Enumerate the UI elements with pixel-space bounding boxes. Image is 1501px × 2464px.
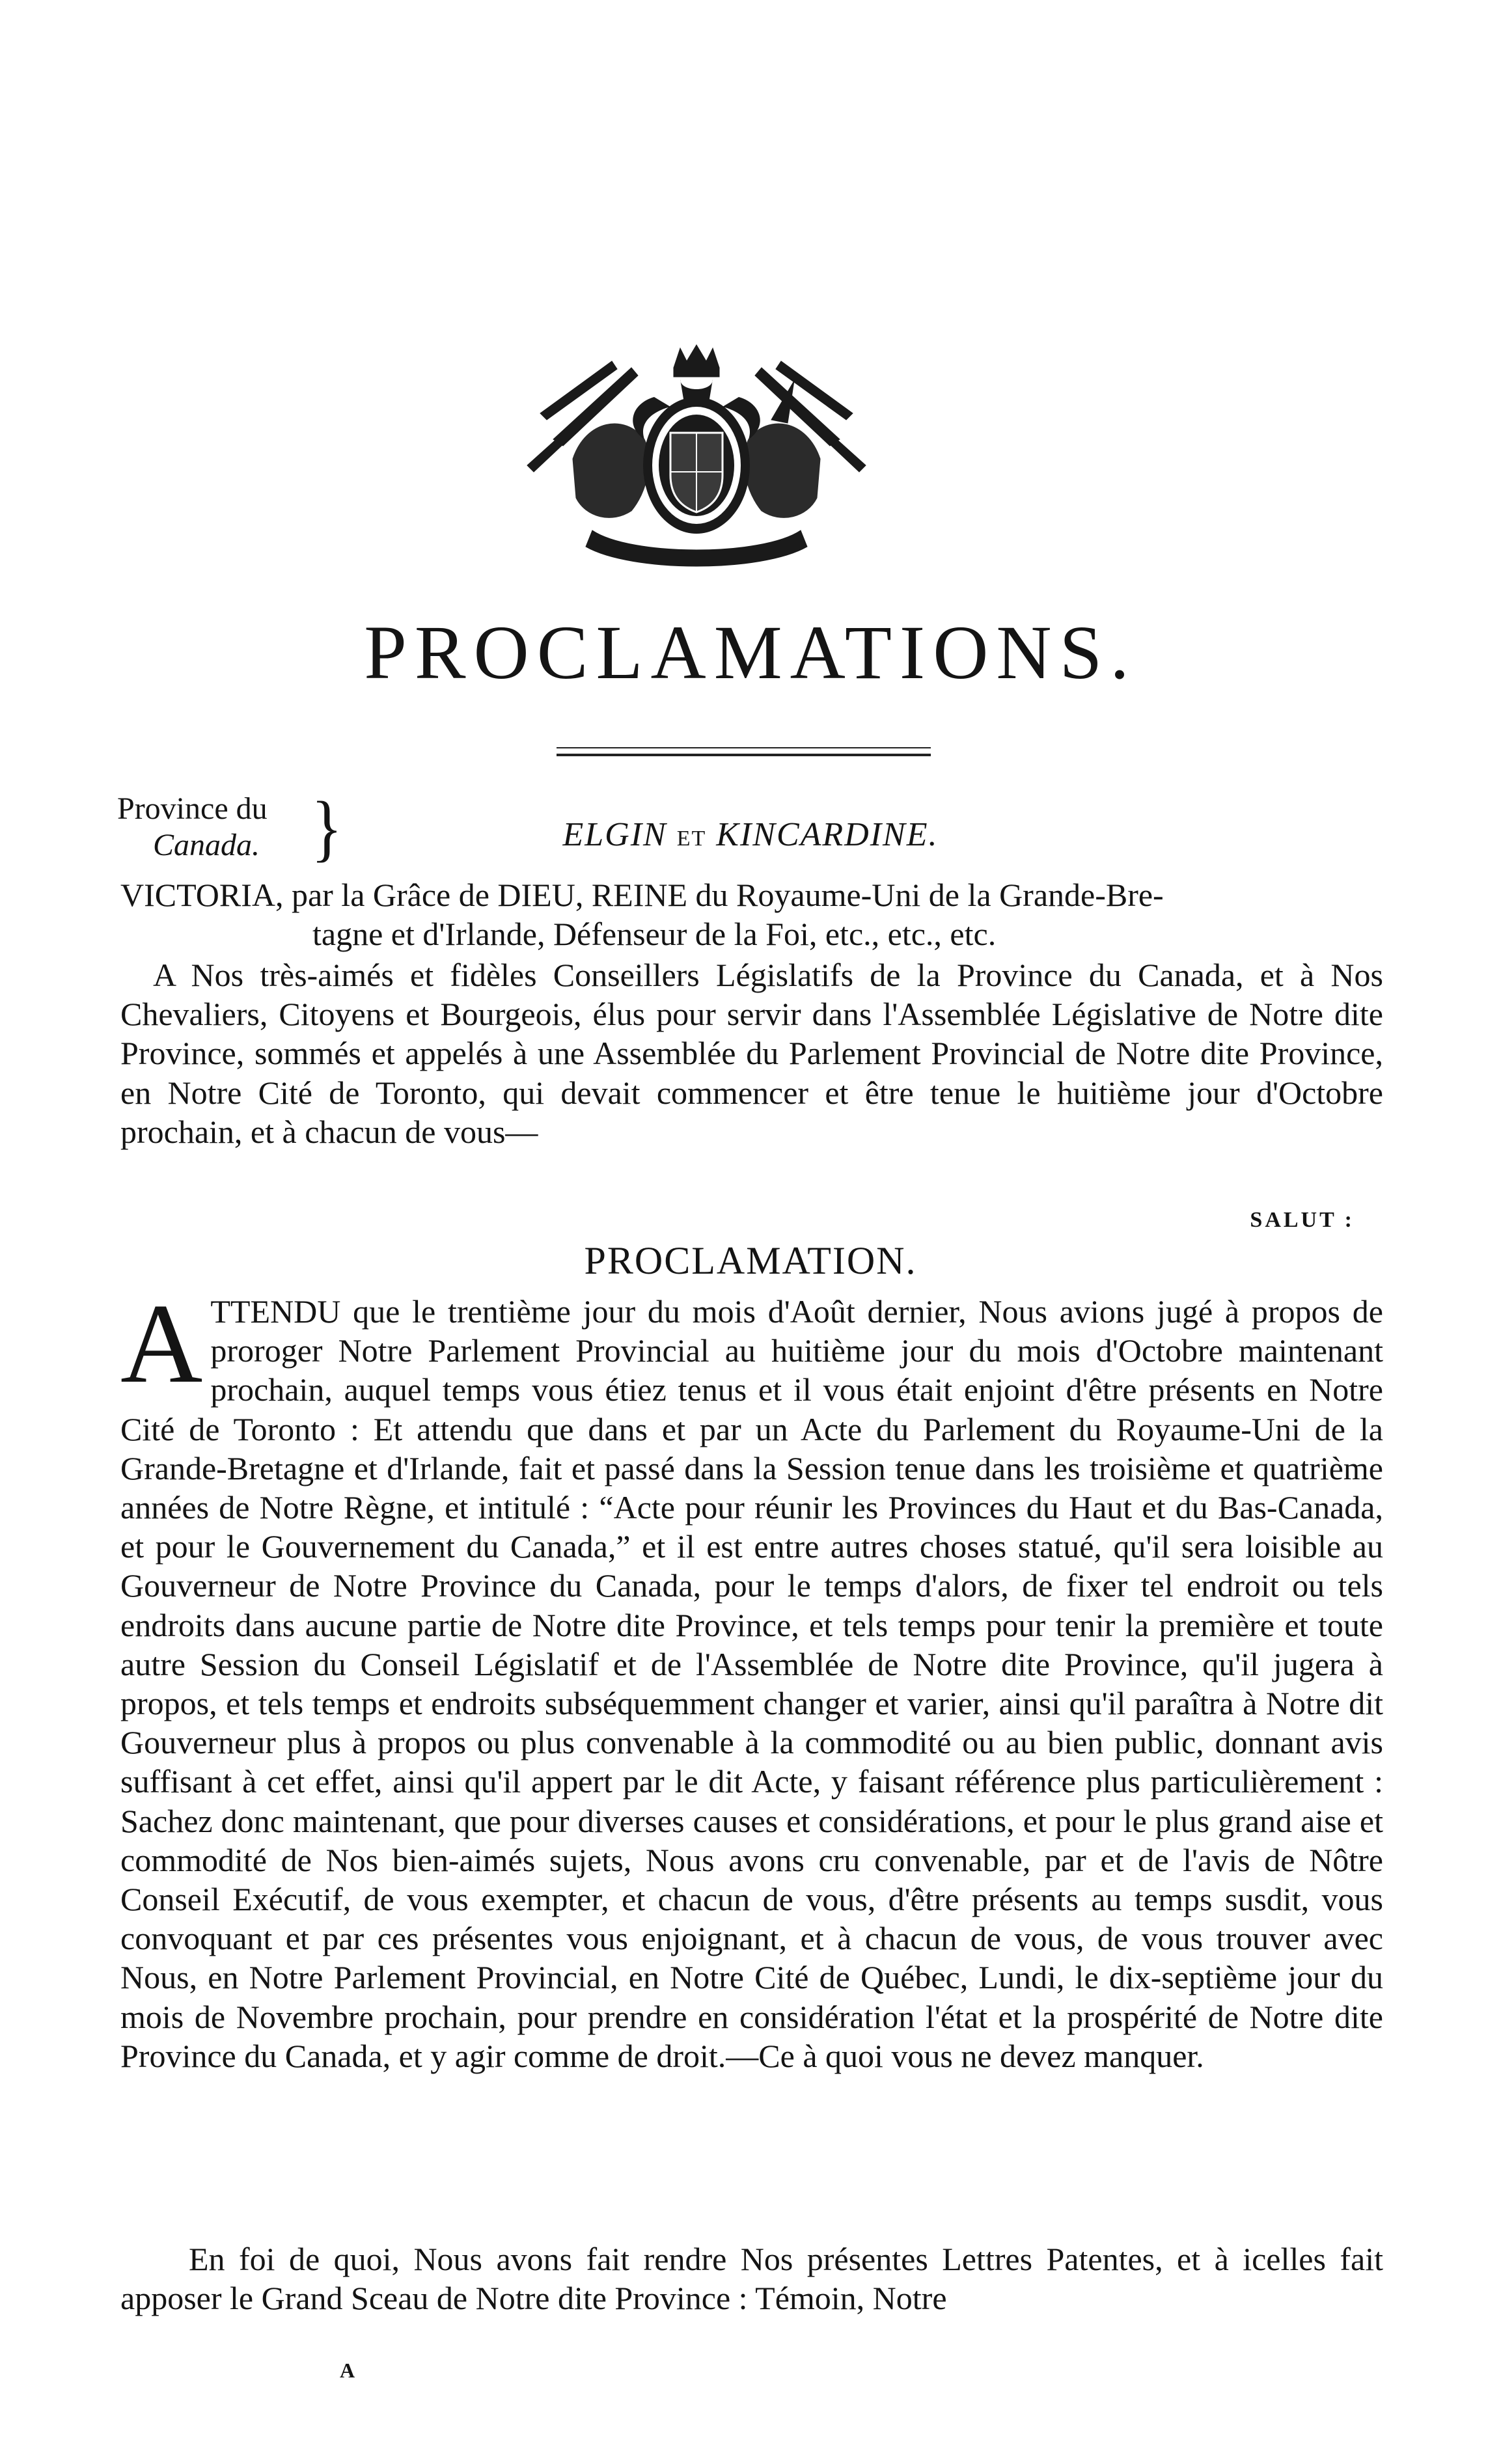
proclamation-body-text: TTENDU que le trentième jour du mois d'Août dernier, Nous avions jugé à propos de proroger Notre Parlement Provincial au huitième jour du mois d'Octobre maintenant prochain, auquel temps vous étiez tenus et il vous était enjoint d'être présents en Notre Cité de Toronto : Et attendu que dans et par un Acte du Parlement du Royaume-Uni de la Grande-Bretagne et d'Irlande, fait et passé dans la Session tenue dans les troisième et quatrième années de Notre Règne, et intitulé : “Acte pour réunir les Provinces du Haut et du Bas-Canada, et pour le Gouvernement du Canada,” et il est entre autres choses statué, qu'il sera loisible au Gouverneur de Notre Province du Canada, pour le temps d'alors, de fixer tel endroit ou tels endroits dans aucune partie de Notre dite Province, et tels temps pour tenir la première et toute autre Session du Conseil Législatif et de l'Assemblée de Notre dite Province, qu'il jugera à propos, et tels temps et endroits subséquemment changer et varier, ainsi qu'il paraîtra à Notre dit Gouverneur plus à propos ou plus convenable à la commodité ou au bien public, donnant avis suffisant à cet effet, ainsi qu'il appert par le dit Acte, y faisant référence plus particulièrement : Sachez donc maintenant, que pour diverses causes et considérations, et pour le plus grand aise et commodité de Nos bien-aimés sujets, Nous avons cru convenable, par et de l'avis de Nôtre Conseil Exécutif, de vous exempter, et chacun de vous, d'être présents au temps susdit, vous convoquant et par ces présentes vous enjoignant, et à chacun de vous, de vous trouver avec Nous, en Notre Parlement Provincial, en Notre Cité de Québec, Lundi, le dix-septième jour du mois de Novembre prochain, pour prendre en considération l'état et la prospérité de Notre dite Province du Canada, et y agir comme de droit.—Ce à quoi vous ne devez manquer. [120,1293,1383,2074]
proclamation-body [120,1280,1383,2075]
governor-signature-line [0,815,1501,854]
proclamation-heading: PROCLAMATION. [584,1239,917,1282]
salutation: SALUT : [1250,1208,1355,1232]
royal-style-paragraph [120,875,1393,953]
province-line-2: Canada. [153,828,260,862]
address-paragraph: A Nos très-aimés et fidèles Conseillers Législatifs de la Province du Canada, et à Nos Chevaliers, Citoyens et Bourgeois, élus pour servir dans l'Assemblée Législative de Notre dite Province, sommés et appelés à une Assemblée du Parlement Provincial de Notre dite Province, en Notre Cité de Toronto, qui devait commencer et être tenue le huitième jour d'Octobre prochain, et à chacun de vous— [120,957,1383,1150]
drop-cap: A [120,1280,203,1406]
governor-name-1: ELGIN [562,816,667,853]
page-title: PROCLAMATIONS. [364,610,1137,695]
royal-style-line-1: VICTORIA, par la Grâce de DIEU, REINE du Royaume-Uni de la Grande-Bre- [120,877,1164,913]
title-rule [557,747,931,756]
royal-coat-of-arms-icon [514,342,879,576]
closing-paragraph: En foi de quoi, Nous avons fait rendre Nos présentes Lettres Patentes, et à icelles fait apposer le Grand Sceau de Notre dite Province : Témoin, Notre [120,2241,1383,2317]
province-brace: } [311,786,342,869]
royal-style-line-2: tagne et d'Irlande, Défenseur de la Foi, etc., etc., etc. [312,916,997,952]
governor-conjunction: ET [676,827,707,851]
governor-name-2: KINCARDINE. [716,816,939,853]
province-line-1: Province du [117,791,268,826]
page-signature-mark: A [340,2359,355,2382]
